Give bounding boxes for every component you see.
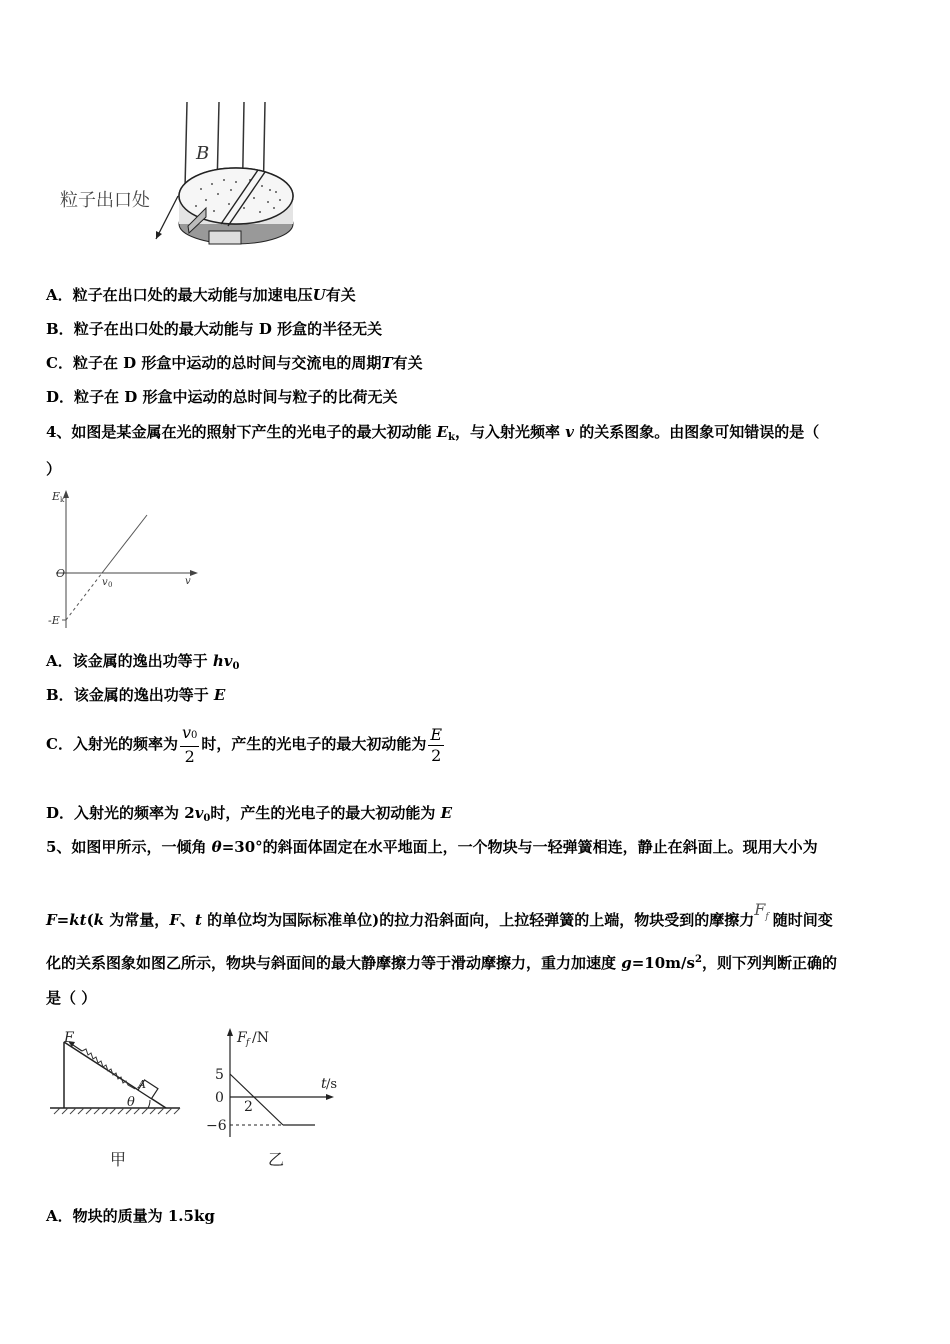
graph-y-label-sub: k — [60, 496, 65, 504]
q4-ek-graph — [44, 488, 204, 633]
yi-y-label-sub: f — [246, 1038, 250, 1048]
q5-stem-line2: F=kt(k 为常量，F、t 的单位均为国际标准单位)的拉力沿斜面向，上拉轻弹簧的上端，物块受到的摩擦力$F^f$ 随时间变 — [46, 900, 833, 929]
q5-option-a: A．物块的质量为 1.5kg — [46, 1207, 215, 1225]
friction-time-graph — [200, 1022, 350, 1172]
magnetic-field-label: B — [196, 143, 210, 164]
q3-option-d: D．粒子在 D 形盒中运动的总时间与粒子的比荷无关 — [46, 388, 398, 406]
q4-stem-close: ） — [46, 460, 62, 478]
yi-tick-2: 2 — [244, 1099, 253, 1115]
yi-y-label-f: F — [237, 1030, 247, 1046]
caption-yi: 乙 — [268, 1150, 285, 1169]
graph-v0-label: v — [102, 577, 108, 588]
yi-x-label-unit: /s — [326, 1077, 338, 1092]
q5-stem-line1: 5、如图甲所示，一倾角 θ=30°的斜面体固定在水平地面上，一个物块与一轻弹簧相连，静止在斜面上。现用大小为 — [46, 838, 818, 856]
fraction-v0-over-2: $\frac{v0}{2}$ — [181, 723, 198, 766]
incline-figure — [50, 1028, 185, 1168]
q4-option-d: D．入射光的频率为 $2v_0$时，产生的光电子的最大初动能为 E — [46, 804, 453, 824]
incline-f-label: F — [64, 1030, 74, 1046]
q4-option-b: B．该金属的逸出功等于 E — [46, 686, 226, 704]
incline-theta-label: θ — [127, 1095, 135, 1110]
graph-neg-e-label: -E — [48, 614, 60, 627]
q3-option-c: C．粒子在 D 形盒中运动的总时间与交流电的周期T有关 — [46, 354, 423, 372]
yi-tick-neg6: −6 — [206, 1118, 227, 1134]
incline-a-label: A — [138, 1078, 146, 1091]
q4-option-a: A．该金属的逸出功等于 $hv_0$ — [46, 652, 240, 672]
graph-origin: O — [56, 567, 66, 580]
exit-label: 粒子出口处 — [60, 190, 150, 211]
graph-v0-sub: 0 — [108, 581, 113, 589]
q4-option-c: C．入射光的频率为 $\frac{v0}{2}$ 时，产生的光电子的最大初动能为 $\frac{E}{2}$ — [46, 723, 443, 766]
caption-jia: 甲 — [110, 1150, 127, 1168]
q3-option-b: B．粒子在出口处的最大动能与 D 形盒的半径无关 — [46, 320, 383, 338]
q5-stem-line4: 是（ ） — [46, 989, 97, 1007]
yi-x-label-t: t — [321, 1076, 327, 1092]
yi-y-label-unit: /N — [252, 1030, 269, 1046]
q3-option-a: A．粒子在出口处的最大动能与加速电压U有关 — [46, 286, 356, 304]
graph-y-label: E — [52, 490, 61, 503]
yi-tick-5: 5 — [215, 1067, 224, 1083]
fraction-e-over-2: $\frac{E}{2}$ — [430, 724, 443, 765]
q5-stem-line3: 化的关系图象如图乙所示，物块与斜面间的最大静摩擦力等于滑动摩擦力，重力加速度 $g=10m/s^2$，则下列判断正确的 — [46, 954, 837, 972]
graph-x-label: v — [185, 576, 191, 587]
q4-stem: 4、如图是某金属在光的照射下产生的光电子的最大初动能 $E_k$，与入射光频率 v 的关系图象。由图象可知错误的是（ — [46, 423, 820, 443]
yi-tick-0: 0 — [215, 1090, 224, 1106]
cyclotron-figure — [56, 96, 302, 256]
